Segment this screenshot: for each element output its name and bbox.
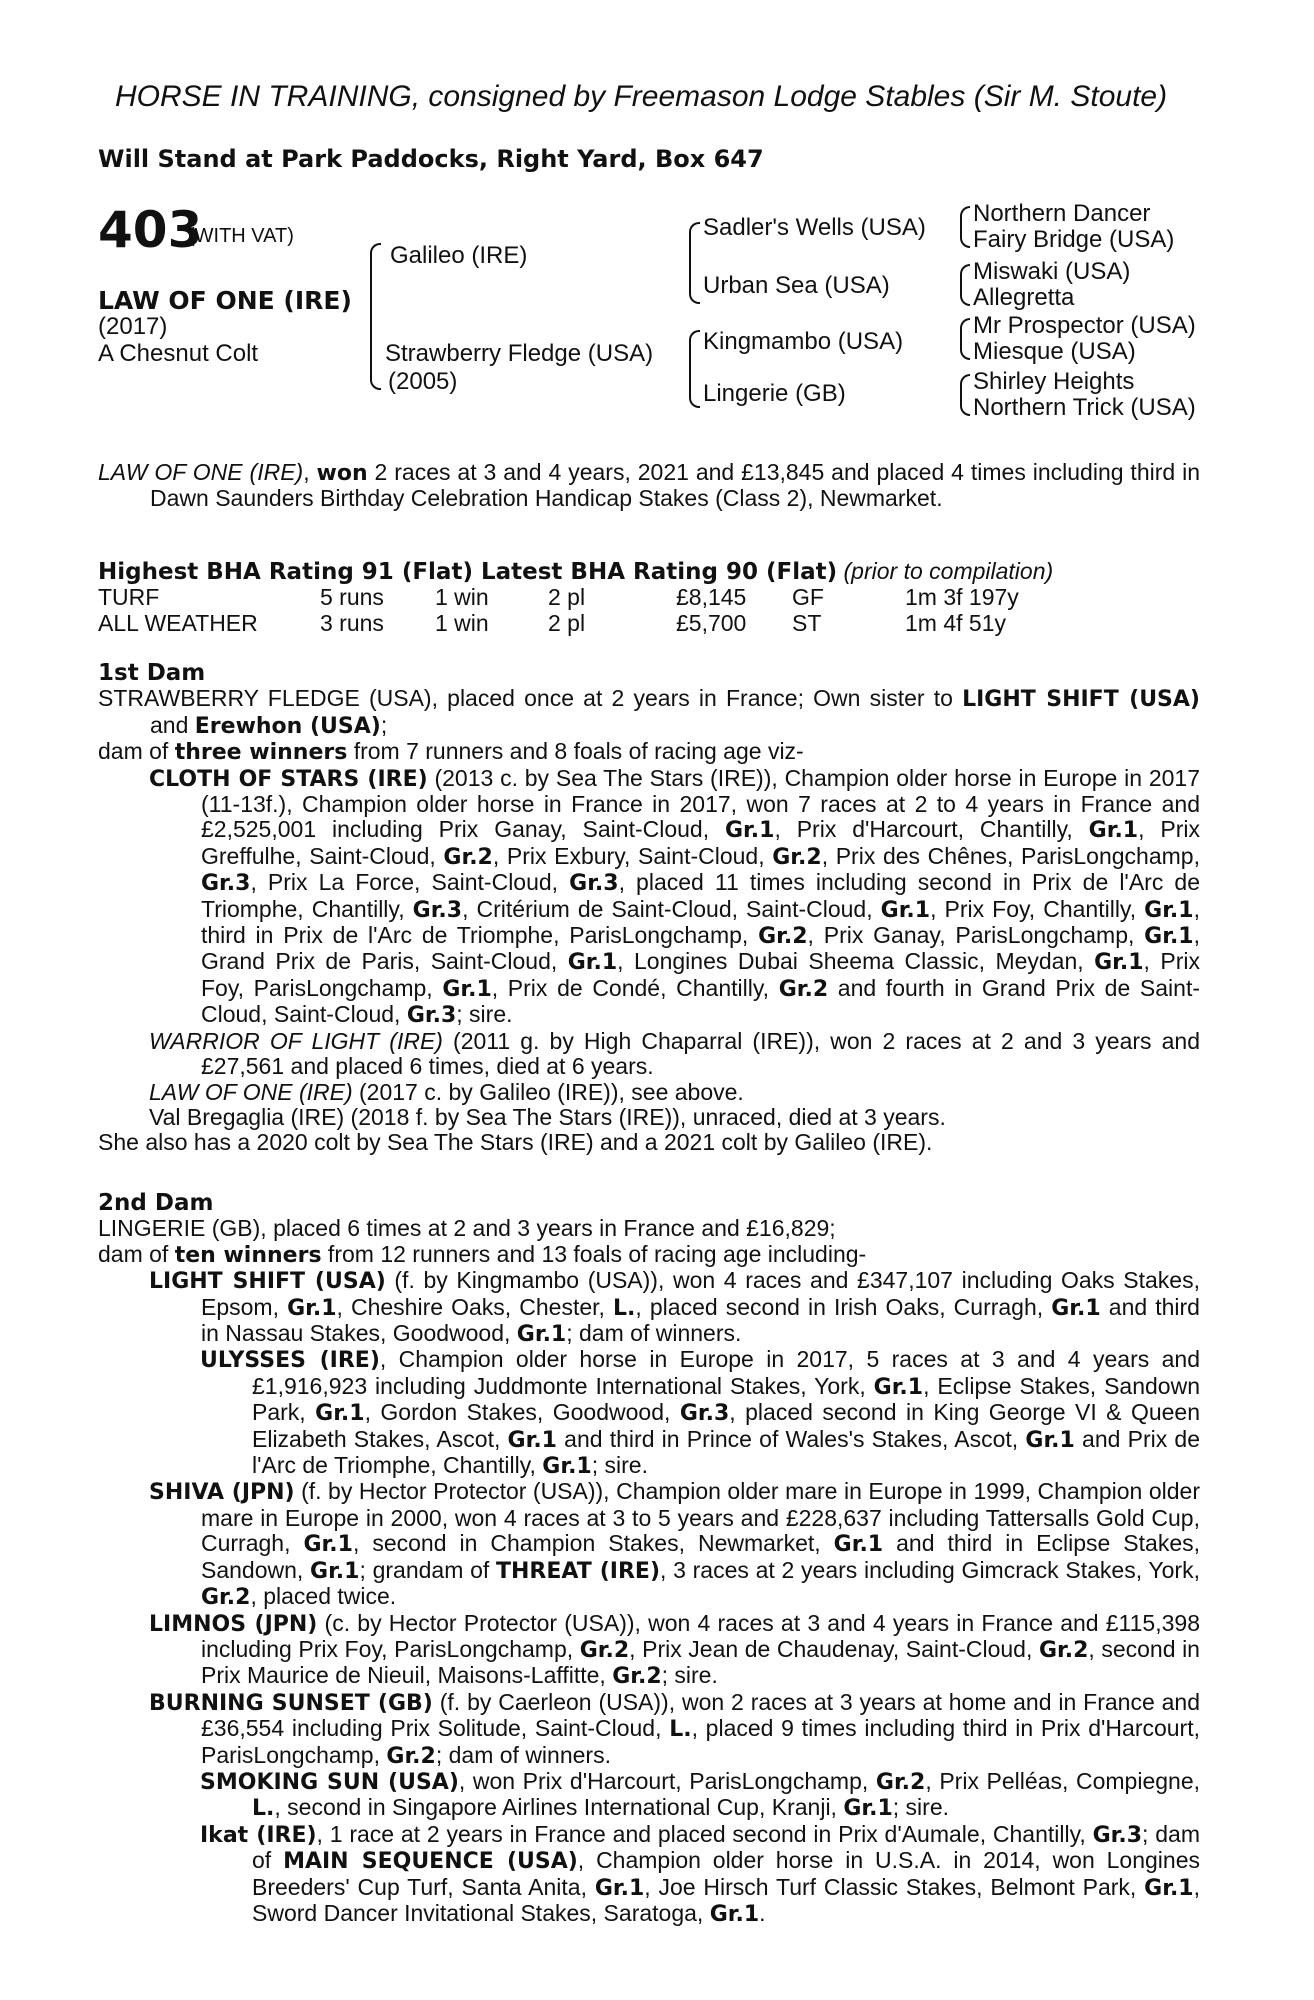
text: ; dam of winners. <box>566 1320 742 1347</box>
produce-entry <box>98 1611 1200 1690</box>
text: ; dam of <box>252 1820 1200 1874</box>
rating-surface: ALL WEATHER <box>98 610 258 636</box>
text: , Prix de Condé, Chantilly, <box>491 974 779 1001</box>
text: , Cheshire Oaks, Chester, <box>336 1293 614 1320</box>
grade: Gr.1 <box>1144 897 1194 923</box>
text: from 12 runners and 13 foals of racing age including- <box>321 1240 867 1267</box>
text: , placed 9 times including third in Prix d'Harcourt, ParisLongchamp, <box>201 1715 1201 1768</box>
rating-distance: 1m 4f 51y <box>905 610 1006 636</box>
horse-name: LAW OF ONE (IRE) <box>98 286 352 315</box>
text: and third in Eclipse Stakes, Sandown, <box>201 1530 1200 1583</box>
grade: Gr.2 <box>1038 1637 1089 1663</box>
text: from 7 runners and 8 foals of racing age viz- <box>347 738 804 765</box>
text: (2017 c. by Galileo (IRE)), see above. <box>352 1078 744 1105</box>
first-dam-produce-intro <box>98 739 1200 765</box>
text: , second in Singapore Airlines International Cup, Kranji, <box>274 1794 844 1821</box>
pedigree-ggd: Northern Trick (USA) <box>973 394 1196 421</box>
text: (f. by Hector Protector (USA)), Champion older mare in Europe in 1999, Champion older mare in Europe in 2000, won 4 races at 3 to 5 years and £228,637 including Tattersalls Gold Cup, Curragh, <box>201 1478 1200 1557</box>
text: , second in Prix Maurice de Nieuil, Maisons-Laffitte, <box>201 1635 1200 1689</box>
text: (f. by Caerleon (USA)), won 2 races at 3 years at home and in France and £36,554 including Prix Solitude, Saint-Cloud, <box>201 1688 1200 1742</box>
text: , Prix Ganay, ParisLongchamp, <box>807 922 1145 949</box>
rating-placed: 2 pl <box>548 584 586 610</box>
text: , Critérium de Saint-Cloud, Saint-Cloud, <box>462 895 881 922</box>
grade: Gr.1 <box>1088 818 1139 844</box>
text: (f. by Kingmambo (USA)), won 4 races and £347,107 including Oaks Stakes, Epsom, <box>201 1267 1200 1320</box>
rating-going: ST <box>792 610 822 636</box>
text: , Prix Pelléas, Compiegne, <box>925 1767 1201 1794</box>
page-header: HORSE IN TRAINING, consigned by Freemason Lodge Stables (Sir M. Stoute) <box>115 80 1168 113</box>
grade: Gr.3 <box>679 1401 730 1427</box>
text: , 1 race at 2 years in France and placed second in Prix d'Aumale, Chantilly, <box>316 1820 1093 1847</box>
horse-name: BURNING SUNSET (GB) <box>149 1690 433 1716</box>
text: dam of <box>98 1240 175 1267</box>
rating-placed: 2 pl <box>548 610 586 636</box>
foaling-year: (2017) <box>98 313 168 340</box>
stand-location: Will Stand at Park Paddocks, Right Yard, Box 647 <box>98 145 764 173</box>
grade: Gr.1 <box>843 1796 893 1822</box>
winners-count: three winners <box>174 740 348 766</box>
text: , won Prix d'Harcourt, ParisLongchamp, <box>458 1767 876 1794</box>
horse-name: LAW OF ONE (IRE) <box>149 1078 353 1105</box>
produce-note: She also has a 2020 colt by Sea The Stars (IRE) and a 2021 colt by Galileo (IRE). <box>98 1129 933 1156</box>
first-dam-heading: 1st Dam <box>98 660 206 686</box>
text: , placed 11 times including second in Prix de l'Arc de Triomphe, Chantilly, <box>201 869 1200 922</box>
summary-horse-name: LAW OF ONE (IRE) <box>98 459 304 485</box>
grade: Gr.3 <box>1092 1822 1143 1848</box>
grade: Gr.1 <box>1025 1427 1075 1453</box>
pedigree-dam-year: (2005) <box>388 368 458 395</box>
text: , Champion older horse in U.S.A. in 2014, won Longines Breeders' Cup Turf, Santa Anita, <box>252 1847 1201 1900</box>
text: (c. by Hector Protector (USA)), won 4 races at 3 and 4 years in France and £115,398 including Prix Foy, ParisLongchamp, <box>201 1609 1200 1662</box>
grade: Gr.1 <box>287 1295 337 1321</box>
pedigree-ggs: Mr Prospector (USA) <box>973 312 1196 339</box>
text: , placed twice. <box>250 1583 397 1610</box>
first-dam-line <box>98 686 1200 739</box>
grade: Gr.1 <box>1051 1295 1101 1321</box>
pedigree-bracket <box>960 394 970 416</box>
text: , Sword Dancer Invitational Stakes, Saratoga, <box>252 1873 1200 1926</box>
horse-name: MAIN SEQUENCE (USA) <box>283 1849 578 1875</box>
text: ; sire. <box>661 1662 718 1689</box>
rating-going: GF <box>792 584 824 610</box>
text: , Prix Foy, Chantilly, <box>930 895 1145 922</box>
grade: Gr.2 <box>386 1743 436 1769</box>
grade: Gr.2 <box>758 924 808 950</box>
text: . <box>759 1899 766 1926</box>
rating-surface: TURF <box>98 584 160 610</box>
pedigree-sire-dam: Urban Sea (USA) <box>703 272 890 299</box>
pedigree-bracket <box>370 310 381 390</box>
ratings-heading <box>98 558 1053 585</box>
text: and third in Prince of Wales's Stakes, Ascot, <box>556 1425 1026 1452</box>
text: , Prix Jean de Chaudenay, Saint-Cloud, <box>629 1635 1039 1662</box>
grade: Gr.2 <box>772 844 822 870</box>
summary-won: won <box>316 461 368 486</box>
pedigree-bracket <box>689 330 700 370</box>
horse-name: LIMNOS (JPN) <box>149 1611 318 1637</box>
grade: Gr.1 <box>833 1532 884 1558</box>
text: , Prix Exbury, Saint-Cloud, <box>492 842 773 869</box>
text: , placed second in Irish Oaks, Curragh, <box>635 1293 1052 1320</box>
text: dam of <box>98 738 175 765</box>
text: , Gordon Stakes, Goodwood, <box>364 1399 680 1426</box>
rating-runs: 5 runs <box>320 584 384 610</box>
text: ; grandam of <box>359 1556 497 1583</box>
grade: L. <box>613 1295 636 1321</box>
lot-number: 403 <box>98 201 203 259</box>
text: , 3 races at 2 years including Gimcrack Stakes, York, <box>660 1556 1200 1583</box>
grade: Gr.3 <box>412 897 463 923</box>
grade: Gr.2 <box>201 1585 251 1611</box>
produce-entry <box>98 1268 1200 1347</box>
grade: Gr.1 <box>1144 1875 1194 1901</box>
rating-runs: 3 runs <box>320 610 384 636</box>
grade: Gr.1 <box>1144 924 1194 950</box>
grade: Gr.1 <box>594 1875 645 1901</box>
text: , Prix Greffulhe, Saint-Cloud, <box>201 816 1201 869</box>
text: STRAWBERRY FLEDGE (USA), placed once at 2 years in France; Own sister to <box>98 685 963 712</box>
grade: Gr.1 <box>880 897 931 923</box>
pedigree-bracket <box>689 262 700 304</box>
pedigree-sire-sire: Sadler's Wells (USA) <box>703 214 926 241</box>
text: ; dam of winners. <box>435 1741 611 1768</box>
pedigree-bracket <box>960 374 970 396</box>
pedigree-bracket <box>960 318 970 340</box>
text: , Prix La Force, Saint-Cloud, <box>250 869 570 896</box>
pedigree-ggd: Allegretta <box>973 284 1075 311</box>
produce-entry <box>98 1347 1200 1479</box>
grade: Gr.1 <box>516 1322 567 1348</box>
pedigree-bracket <box>689 368 700 408</box>
first-dam-section <box>98 660 1200 1156</box>
pedigree-bracket <box>960 226 970 248</box>
grade: Gr.1 <box>542 1454 592 1480</box>
grade: Gr.2 <box>579 1637 630 1663</box>
grade: Gr.1 <box>310 1558 360 1584</box>
grade: Gr.2 <box>612 1664 662 1690</box>
pedigree-bracket <box>960 264 970 286</box>
horse-name: LIGHT SHIFT (USA) <box>962 687 1200 713</box>
pedigree-ggd: Fairy Bridge (USA) <box>973 226 1175 253</box>
pedigree-bracket <box>960 284 970 306</box>
produce-entry <box>98 1029 1200 1080</box>
pedigree-dam-sire: Kingmambo (USA) <box>703 328 904 355</box>
produce-entry: Val Bregaglia (IRE) (2018 f. by Sea The Stars (IRE)), unraced, died at 3 years. <box>149 1103 946 1130</box>
pedigree-ggs: Northern Dancer <box>973 200 1151 227</box>
second-dam-section <box>98 1190 1200 1927</box>
text: and third in Nassau Stakes, Goodwood, <box>201 1293 1200 1347</box>
grade: Gr.2 <box>443 844 493 870</box>
grade: Gr.2 <box>875 1769 926 1795</box>
horse-name: Erewhon (USA) <box>194 713 381 739</box>
horse-name: SMOKING SUN (USA) <box>200 1769 459 1795</box>
pedigree-bracket <box>370 243 381 312</box>
text: and Prix de l'Arc de Triomphe, Chantilly, <box>252 1425 1200 1479</box>
pedigree-bracket <box>689 222 700 264</box>
ratings-title: Highest BHA Rating 91 (Flat) Latest BHA Rating 90 (Flat) <box>98 559 838 585</box>
pedigree-sire: Galileo (IRE) <box>390 242 528 269</box>
race-summary: LAW OF ONE (IRE), won 2 races at 3 and 4 years, 2021 and £13,845 and placed 4 times including third in Dawn Saunders Birthday Celebration Handicap Stakes (Class 2), Newmarket. <box>98 459 1200 512</box>
grade: Gr.3 <box>406 1003 457 1029</box>
grade: L. <box>669 1717 692 1743</box>
pedigree-dam-dam: Lingerie (GB) <box>703 380 846 407</box>
pedigree-ggs: Shirley Heights <box>973 368 1135 395</box>
text: , Grand Prix de Paris, Saint-Cloud, <box>201 922 1200 975</box>
text: , third in Prix de l'Arc de Triomphe, ParisLongchamp, <box>201 895 1200 949</box>
text: ; sire. <box>456 1001 513 1028</box>
grade: Gr.1 <box>303 1532 353 1558</box>
second-dam-produce-intro <box>98 1242 1200 1268</box>
horse-name: THREAT (IRE) <box>496 1558 660 1584</box>
text: , second in Champion Stakes, Newmarket, <box>352 1530 834 1557</box>
text: , Champion older horse in Europe in 2017, 5 races at 3 and 4 years and £1,916,923 including Juddmonte International Stakes, York, <box>252 1346 1200 1399</box>
grade: Gr.1 <box>507 1427 557 1453</box>
horse-name: ULYSSES (IRE) <box>200 1348 380 1374</box>
horse-name: CLOTH OF STARS (IRE) <box>149 766 428 792</box>
text: , Prix d'Harcourt, Chantilly, <box>774 816 1089 843</box>
text: , Eclipse Stakes, Sandown Park, <box>252 1372 1200 1426</box>
pedigree-bracket <box>960 206 970 228</box>
horse-name: LIGHT SHIFT (USA) <box>149 1269 386 1295</box>
pedigree-dam: Strawberry Fledge (USA) <box>385 340 654 367</box>
grade: Gr.1 <box>1094 950 1144 976</box>
produce-entry <box>98 1822 1200 1928</box>
rating-wins: 1 win <box>435 610 489 636</box>
grade: Gr.3 <box>201 871 251 897</box>
grade: L. <box>252 1796 275 1822</box>
ratings-note: (prior to compilation) <box>843 558 1054 584</box>
horse-name: SHIVA (JPN) <box>149 1480 295 1506</box>
grade: Gr.1 <box>709 1901 760 1927</box>
text: and <box>150 711 195 738</box>
text: (2011 g. by High Chaparral (IRE)), won 2 races at 2 and 3 years and £27,561 and placed 6 times, died at 6 years. <box>201 1027 1200 1080</box>
pedigree-ggs: Miswaki (USA) <box>973 258 1131 285</box>
winners-count: ten winners <box>174 1242 322 1268</box>
text: ; <box>380 711 388 738</box>
vat-label: (WITH VAT) <box>188 225 294 247</box>
text: and fourth in Grand Prix de Saint-Cloud, Saint-Cloud, <box>201 974 1200 1028</box>
pedigree-ggd: Miesque (USA) <box>973 338 1136 365</box>
pedigree-bracket <box>960 338 970 360</box>
produce-entry <box>98 766 1200 1029</box>
grade: Gr.1 <box>873 1374 924 1400</box>
grade: Gr.1 <box>725 818 775 844</box>
horse-name: WARRIOR OF LIGHT (IRE) <box>149 1027 443 1054</box>
grade: Gr.1 <box>567 950 618 976</box>
grade: Gr.3 <box>569 871 619 897</box>
grade: Gr.1 <box>442 976 492 1002</box>
text: (2013 c. by Sea The Stars (IRE)), Champion older horse in Europe in 2017 (11-13f.), Champion older horse in France in 2017, won 7 races at 2 to 4 years in France and £2,525,001 including Prix Ganay, Saint-Cloud, <box>201 764 1200 843</box>
rating-wins: 1 win <box>435 584 489 610</box>
text: , Longines Dubai Sheema Classic, Meydan, <box>617 948 1095 975</box>
produce-entry <box>98 1690 1200 1769</box>
text: , Joe Hirsch Turf Classic Stakes, Belmont Park, <box>644 1873 1145 1900</box>
grade: Gr.1 <box>315 1401 365 1427</box>
text: , Prix des Chênes, ParisLongchamp, <box>821 842 1200 869</box>
second-dam-heading: 2nd Dam <box>98 1190 214 1216</box>
rating-prize: £8,145 <box>676 584 747 610</box>
horse-name: Ikat (IRE) <box>200 1822 317 1848</box>
second-dam-line: LINGERIE (GB), placed 6 times at 2 and 3 years in France and £16,829; <box>98 1215 836 1242</box>
produce-entry <box>98 1769 1200 1822</box>
rating-distance: 1m 3f 197y <box>905 584 1019 610</box>
grade: Gr.2 <box>778 976 829 1002</box>
produce-entry <box>98 1479 1200 1610</box>
text: ; sire. <box>591 1452 648 1479</box>
text: , placed second in King George VI & Queen Elizabeth Stakes, Ascot, <box>252 1399 1201 1452</box>
text: , Prix Foy, ParisLongchamp, <box>201 948 1200 1001</box>
produce-entry <box>98 1080 1200 1105</box>
horse-description: A Chesnut Colt <box>98 340 259 367</box>
rating-prize: £5,700 <box>676 610 747 636</box>
summary-text: 2 races at 3 and 4 years, 2021 and £13,845 and placed 4 times including third in Dawn Saunders Birthday Celebration Handicap Stakes (Class 2), Newmarket. <box>150 459 1200 512</box>
text: ; sire. <box>892 1794 950 1821</box>
